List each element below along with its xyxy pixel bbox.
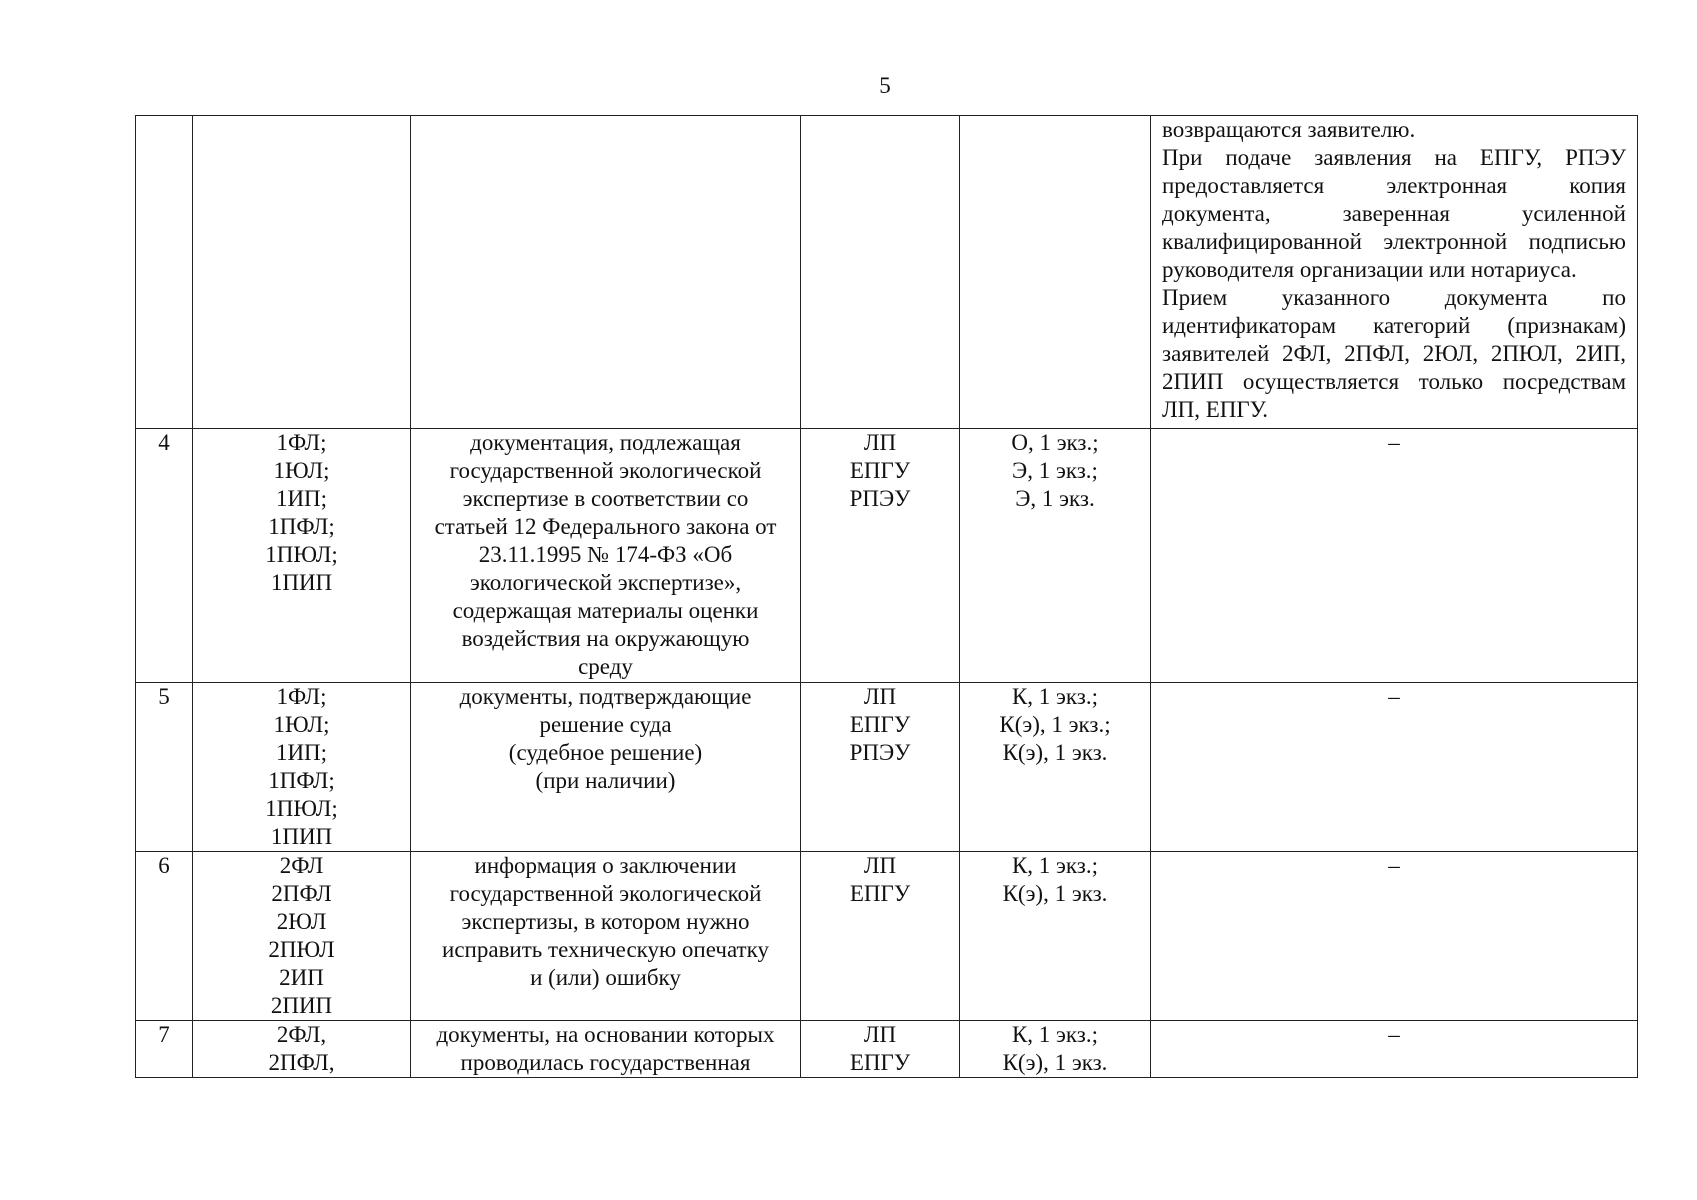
document-form: К(э), 1 экз.; (999, 712, 1111, 737)
document-name-cell (411, 852, 801, 1021)
row-number-cell (136, 683, 193, 852)
submission-method: ЕПГУ (849, 1050, 911, 1075)
table-row (136, 116, 1638, 429)
category-code: 2ФЛ (279, 853, 324, 878)
document-name-line: проводилась государственная (460, 1050, 751, 1075)
category-code: 2ПФЛ, (268, 1050, 335, 1075)
category-code: 2ПИП (270, 993, 333, 1018)
category-code: 2ФЛ, (276, 1022, 327, 1047)
category-code: 1ИП; (275, 486, 328, 511)
row-number: 7 (158, 1022, 170, 1047)
document-form: Э, 1 экз.; (1012, 458, 1098, 483)
document-form-cell (960, 683, 1151, 852)
category-code: 1ПИП (270, 824, 333, 849)
table-row (136, 1021, 1638, 1078)
requirements-cell (1151, 852, 1638, 1021)
document-form: Э, 1 экз. (1015, 486, 1095, 511)
table-row (136, 683, 1638, 852)
category-code: 2ЮЛ (276, 909, 327, 934)
category-code: 1ИП; (275, 740, 328, 765)
document-name-line: среду (578, 654, 633, 679)
document-name-line: (судебное решение) (508, 740, 703, 765)
document-name-line: экспертизы, в котором нужно (461, 909, 750, 934)
requirements-text: – (1388, 1022, 1400, 1047)
requirements-text: – (1388, 853, 1400, 878)
submission-method: ЛП (863, 1022, 897, 1047)
requirements-text: Прием указанного документа по идентификаторам категорий (признакам) заявителей 2ФЛ, 2ПФЛ, 2ЮЛ, 2ПЮЛ, 2ИП, 2ПИП осуществляется только посредствам ЛП, ЕПГУ. (1162, 285, 1626, 422)
document-name-line: информация о заключении (474, 853, 737, 878)
document-name-line: государственной экологической (449, 458, 762, 483)
document-name-line: экологической экспертизе», (469, 570, 742, 595)
document-name-line: документация, подлежащая (470, 430, 741, 455)
documents-table (135, 115, 1638, 1078)
category-code: 1ПЮЛ; (265, 542, 338, 567)
document-form: К, 1 экз.; (1011, 1022, 1099, 1047)
categories-cell (193, 116, 411, 429)
submission-method: ЕПГУ (849, 458, 911, 483)
category-code: 1ФЛ; (276, 430, 327, 455)
row-number-cell (136, 116, 193, 429)
requirements-text: – (1388, 684, 1400, 709)
row-number: 5 (158, 684, 170, 709)
document-form: К, 1 экз.; (1011, 853, 1099, 878)
requirements-cell (1151, 683, 1638, 852)
document-name-cell (411, 429, 801, 683)
submission-method: ЕПГУ (849, 712, 911, 737)
submission-method-cell (801, 429, 960, 683)
document-name-line: государственной экологической (449, 881, 762, 906)
document-form: К(э), 1 экз. (1002, 881, 1108, 906)
document-form-cell (960, 429, 1151, 683)
document-name-line: воздействия на окружающую (461, 626, 750, 651)
page-number: 5 (879, 73, 891, 98)
submission-method: ЛП (863, 430, 897, 455)
category-code: 1ЮЛ; (273, 712, 330, 737)
row-number-cell (136, 852, 193, 1021)
document-form: К(э), 1 экз. (1002, 1050, 1108, 1075)
category-code: 1ПФЛ; (268, 768, 335, 793)
category-code: 2ПЮЛ (268, 937, 335, 962)
document-name-cell (411, 1021, 801, 1078)
document-name-line: исправить техническую опечатку (442, 937, 769, 962)
row-number: 6 (158, 853, 170, 878)
submission-method-cell (801, 852, 960, 1021)
submission-method-cell (801, 1021, 960, 1078)
document-name-line: (при наличии) (535, 768, 676, 793)
document-form-cell (960, 116, 1151, 429)
category-code: 1ПИП (270, 570, 333, 595)
document-name-line: статьей 12 Федерального закона от (434, 514, 777, 539)
requirements-text: возвращаются заявителю. (1162, 117, 1416, 142)
categories-cell (193, 852, 411, 1021)
category-code: 2ПФЛ (271, 881, 332, 906)
document-name-line: экспертизе в соответствии со (462, 486, 749, 511)
document-name-line: 23.11.1995 № 174-ФЗ «Об (478, 542, 733, 567)
row-number-cell (136, 1021, 193, 1078)
category-code: 1ФЛ; (276, 684, 327, 709)
category-code: 1ЮЛ; (273, 458, 330, 483)
requirements-cell (1151, 116, 1638, 429)
row-number-cell (136, 429, 193, 683)
document-form-cell (960, 852, 1151, 1021)
document-name-cell (411, 683, 801, 852)
requirements-text: – (1388, 430, 1400, 455)
document-name-line: документы, подтверждающие (459, 684, 752, 709)
submission-method: РПЭУ (849, 740, 911, 765)
submission-method: ЛП (863, 684, 897, 709)
categories-cell (193, 429, 411, 683)
category-code: 1ПЮЛ; (265, 796, 338, 821)
document-form: К, 1 экз.; (1011, 684, 1099, 709)
document-name-line: и (или) ошибку (530, 965, 681, 990)
categories-cell (193, 1021, 411, 1078)
table-row (136, 429, 1638, 683)
submission-method-cell (801, 116, 960, 429)
requirements-cell (1151, 429, 1638, 683)
categories-cell (193, 683, 411, 852)
document-name-line: содержащая материалы оценки (452, 598, 759, 623)
document-name-line: решение суда (539, 712, 672, 737)
submission-method-cell (801, 683, 960, 852)
document-form: О, 1 экз.; (1011, 430, 1099, 455)
requirements-text: При подаче заявления на ЕПГУ, РПЭУ предоставляется электронная копия документа, заверенная усиленной квалифицированной электронной подписью руководителя организации или нотариуса. (1162, 145, 1626, 282)
table-row (136, 852, 1638, 1021)
document-name-line: документы, на основании которых (436, 1022, 775, 1047)
submission-method: ЛП (863, 853, 897, 878)
category-code: 2ИП (279, 965, 324, 990)
row-number: 4 (158, 430, 170, 455)
document-form: К(э), 1 экз. (1002, 740, 1108, 765)
submission-method: ЕПГУ (849, 881, 911, 906)
category-code: 1ПФЛ; (268, 514, 335, 539)
requirements-cell (1151, 1021, 1638, 1078)
submission-method: РПЭУ (849, 486, 911, 511)
document-name-cell (411, 116, 801, 429)
document-form-cell (960, 1021, 1151, 1078)
